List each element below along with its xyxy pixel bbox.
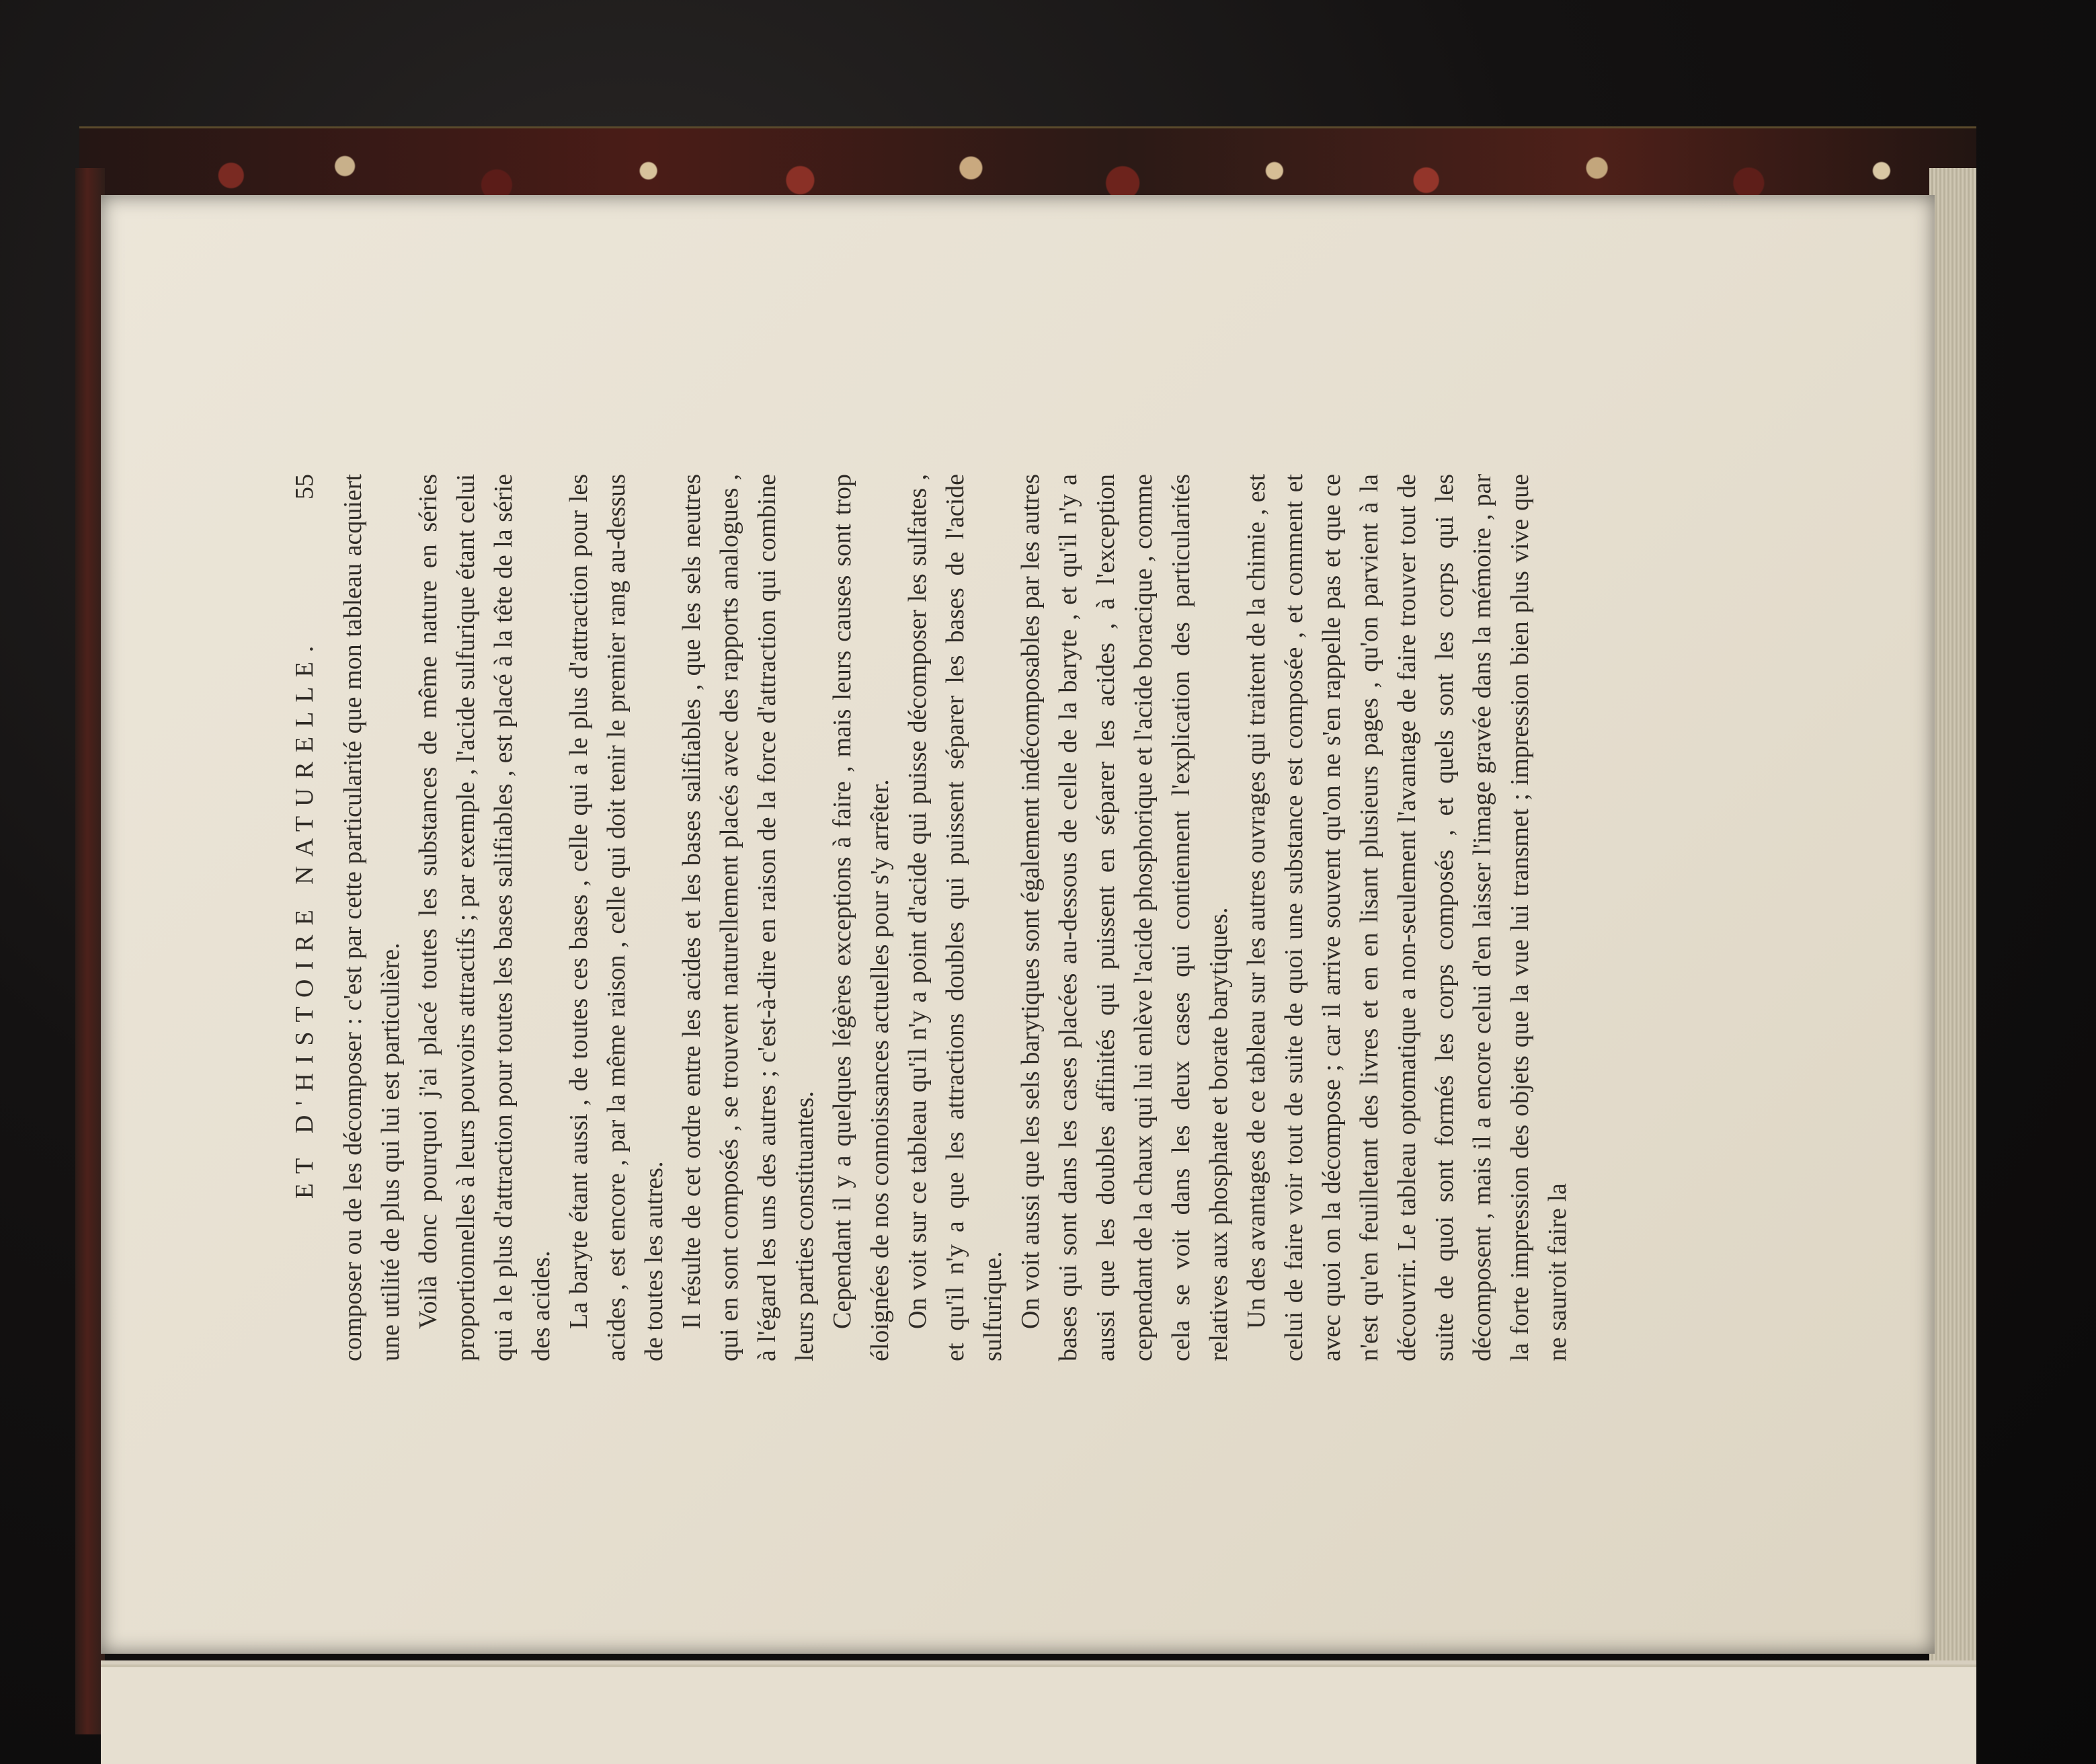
paragraph: Cependant il y a quelques légères exceptions à faire , mais leurs causes sont trop éloignées de nos connoissances actuelles pour s'y arrêter. bbox=[828, 474, 894, 1361]
paragraph: On voit sur ce tableau qu'il n'y a point d'acide qui puisse décomposer les sulfates , et qu'il n'y a que les attractions doubles qui puissent séparer les bases de l'acide sulfurique. bbox=[903, 474, 1007, 1361]
paragraph: Un des avantages de ce tableau sur les autres ouvrages qui traitent de la chimie , est celui de faire voir tout de suite de quoi une substance est composée , et comment et avec quoi on la décompose ; car il arrive souvent qu'on ne s'en rappelle pas et que ce n'est qu'en feuilletant des livres et en en lisant plusieurs pages , qu'on parvient à la découvrir. Le tableau optomatique a non-seulement l'avantage de faire trouver tout de suite de quoi sont formés les corps composés , et quels sont les corps qui les décomposent , mais il a encore celui d'en laisser l'image gravée dans la mémoire , par la forte impression des objets que la vue lui transmet ; impression bien plus vive que ne sauroit faire la bbox=[1242, 474, 1572, 1361]
page-text bbox=[286, 474, 1751, 1361]
paragraph: Voilà donc pourquoi j'ai placé toutes les substances de même nature en séries proportionnelles à leurs pouvoirs attractifs ; par exemple , l'acide sulfurique étant celui qui a le plus d'attraction pour toutes les bases salifiables , est placé à la tête de la série des acides. bbox=[414, 474, 555, 1361]
running-head: ET D'HISTOIRE NATURELLE. bbox=[290, 636, 319, 1199]
page-number: 55 bbox=[290, 474, 319, 499]
page-header bbox=[286, 474, 323, 1361]
paragraph: composer ou de les décomposer : c'est par cette particularité que mon tableau acquiert une utilité de plus qui lui est particulière. bbox=[339, 474, 405, 1361]
paragraph: La baryte étant aussi , de toutes ces bases , celle qui a le plus d'attraction pour les acides , est encore , par la même raison , celle qui doit tenir le premier rang au-dessus de toutes les autres. bbox=[565, 474, 668, 1361]
page-edges bbox=[1929, 168, 1976, 1734]
lower-page bbox=[101, 1660, 1976, 1764]
paragraph: Il résulte de cet ordre entre les acides et les bases salifiables , que les sels neutres qui en sont composés , se trouvent naturellement placés avec des rapports analogues , à l'égard les uns des autres ; c'est-à-dire en raison de la force d'attraction qui combine leurs parties constituantes. bbox=[678, 474, 819, 1361]
paragraph: On voit aussi que les sels barytiques sont également indécomposables par les autres bases qui sont dans les cases placées au-dessous de celle de la baryte , et qu'il n'y a aussi que les doubles affinités qui puissent en séparer les acides , à l'exception cependant de la chaux qui lui enlève l'acide phosphorique et l'acide boracique , comme cela se voit dans les deux cases qui contiennent l'explication des particularités relatives aux phosphate et borate barytiques. bbox=[1016, 474, 1233, 1361]
